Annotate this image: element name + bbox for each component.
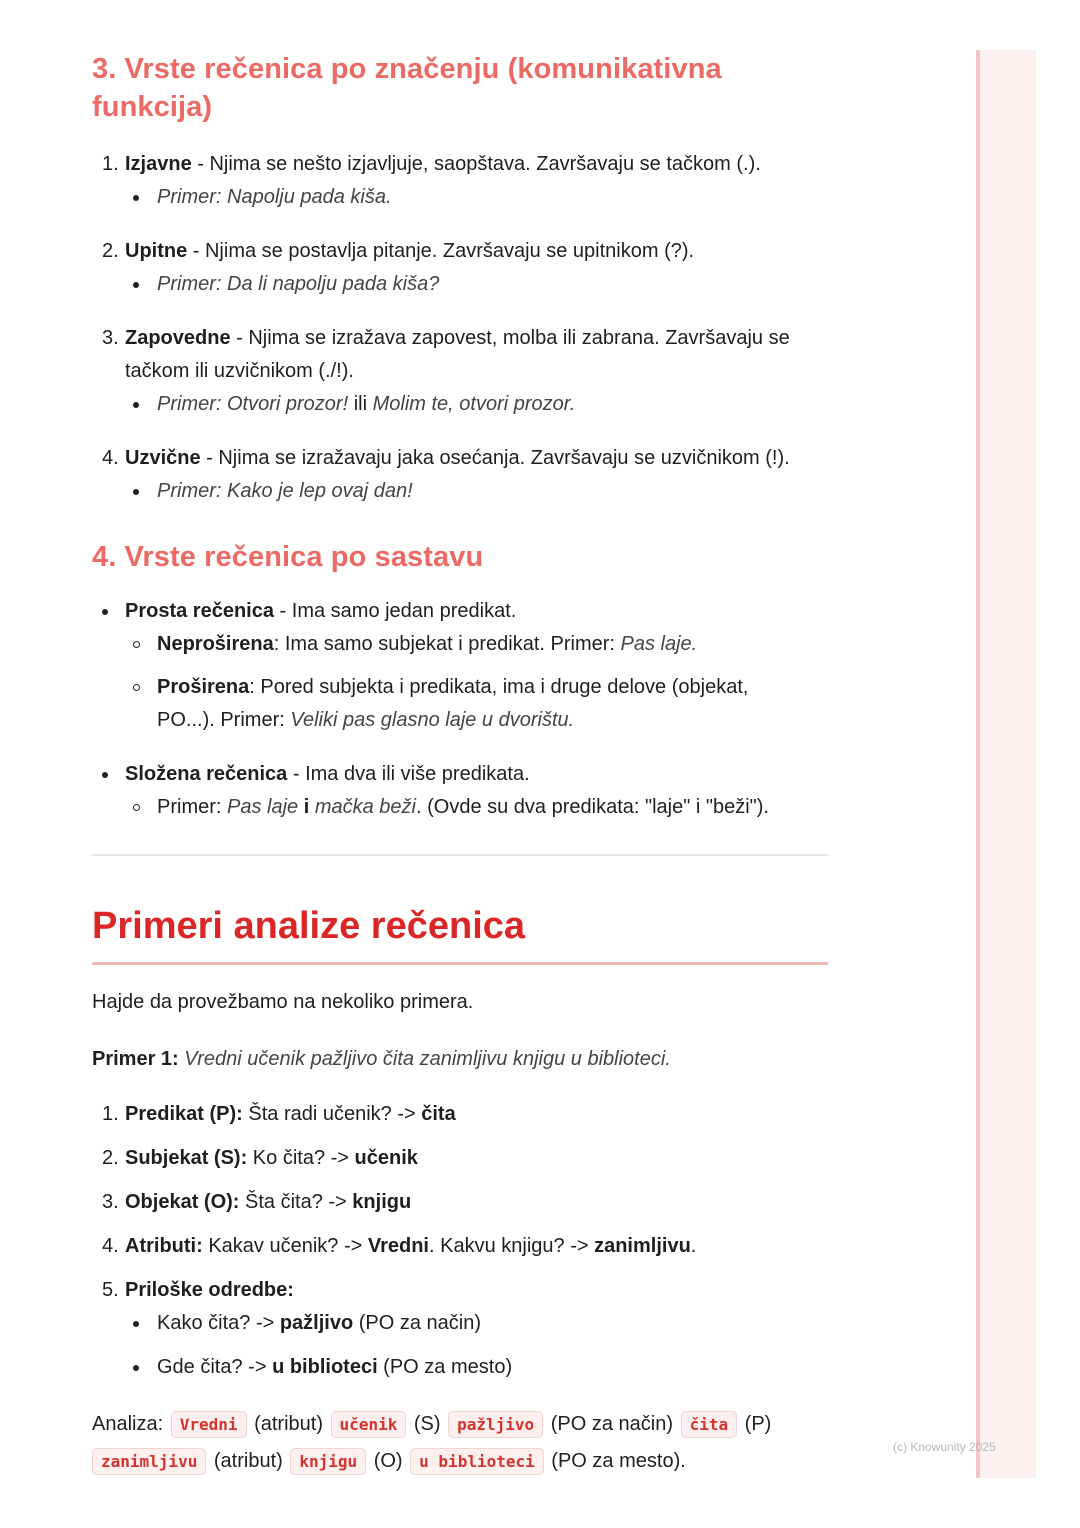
- explanation: . (Ovde su dva predikata: "laje" i "beži").: [415, 796, 769, 818]
- punctuation: .: [690, 1235, 697, 1257]
- description: - Njima se izražavaju jaka osećanja. Završavaju se uzvičnikom (!).: [200, 447, 790, 469]
- example-label: Primer:: [157, 796, 227, 818]
- example-label: Primer:: [157, 273, 227, 295]
- code-token: učenik: [331, 1411, 407, 1438]
- sub-item-prosirena: [92, 671, 828, 737]
- example-zapovedne: [92, 388, 828, 421]
- token-role: (S): [408, 1413, 447, 1435]
- example-text: Pas laje: [227, 796, 299, 818]
- analysis-item-atributi: [92, 1230, 828, 1263]
- description-cont: tačkom ili uzvičnikom (./!).: [125, 360, 354, 382]
- list-item-uzvicne: [92, 442, 828, 475]
- example-izjavne: [92, 181, 828, 214]
- description: - Njima se izražava zapovest, molba ili zabrana. Završavaju se: [230, 327, 790, 349]
- example-text-2: mačka beži: [314, 796, 416, 818]
- code-token: čita: [681, 1411, 738, 1438]
- note: (PO za način): [353, 1312, 482, 1334]
- analysis-item-subjekat: [92, 1142, 828, 1175]
- example-text: Da li napolju pada kiša?: [227, 273, 440, 295]
- list-number: 2.: [102, 240, 119, 262]
- label: Predikat (P):: [125, 1103, 243, 1125]
- list-number: 4.: [102, 447, 119, 469]
- question: Šta čita? ->: [239, 1191, 353, 1213]
- code-token: pažljivo: [448, 1411, 543, 1438]
- section-3-title-line1: 3. Vrste rečenica po značenju (komunikativna: [92, 53, 722, 85]
- answer-2: zanimljivu: [594, 1235, 691, 1257]
- example-label: Primer:: [157, 186, 227, 208]
- sub-item-neprosirena: [92, 628, 828, 661]
- list-number: 1.: [102, 1103, 119, 1125]
- term: Proširena: [157, 676, 250, 698]
- note: (PO za mesto): [377, 1356, 513, 1378]
- section-4-title: 4. Vrste rečenica po sastavu: [92, 541, 484, 573]
- description: - Ima samo jedan predikat.: [273, 600, 517, 622]
- analiza-label: Analiza:: [92, 1413, 169, 1435]
- answer: učenik: [354, 1147, 418, 1169]
- list-number: 3.: [102, 1191, 119, 1213]
- answer: čita: [421, 1103, 456, 1125]
- answer: Vredni: [367, 1235, 429, 1257]
- label: Atributi:: [125, 1235, 203, 1257]
- term: Zapovedne: [125, 327, 231, 349]
- description-cont: PO...). Primer:: [157, 709, 291, 731]
- token-role: (PO za način): [545, 1413, 679, 1435]
- answer: knjigu: [352, 1191, 412, 1213]
- token-role: (atribut): [248, 1413, 329, 1435]
- description: : Ima samo subjekat i predikat. Primer:: [273, 633, 621, 655]
- code-token: knjigu: [290, 1448, 366, 1475]
- token-role: (O): [368, 1450, 409, 1472]
- po-item-nacin: [92, 1307, 828, 1340]
- list-number: 2.: [102, 1147, 119, 1169]
- document-content: [92, 50, 828, 1480]
- code-token: zanimljivu: [92, 1448, 206, 1475]
- intro-text: Hajde da provežbamo na nekoliko primera.: [92, 991, 474, 1013]
- example-text: Pas laje.: [620, 633, 698, 655]
- primeri-title: Primeri analize rečenica: [92, 905, 526, 947]
- answer: u biblioteci: [272, 1356, 378, 1378]
- example-uzvicne: [92, 475, 828, 508]
- term: Složena rečenica: [125, 763, 288, 785]
- section-3-title: [92, 50, 828, 126]
- term: Izjavne: [125, 153, 192, 175]
- example-text: Otvori prozor!: [227, 393, 349, 415]
- example-text: Napolju pada kiša.: [227, 186, 392, 208]
- example-text: Kako je lep ovaj dan!: [227, 480, 413, 502]
- list-number: 1.: [102, 153, 119, 175]
- primer-label: Primer 1:: [92, 1048, 179, 1070]
- list-number: 5.: [102, 1279, 119, 1301]
- answer: pažljivo: [279, 1312, 354, 1334]
- token-role: (P): [739, 1413, 772, 1435]
- example-joiner: ili: [348, 393, 373, 415]
- question: Gde čita? ->: [157, 1356, 273, 1378]
- term: Upitne: [125, 240, 188, 262]
- conjunction: i: [298, 796, 315, 818]
- code-token: Vredni: [171, 1411, 247, 1438]
- analysis-item-predikat: [92, 1098, 828, 1131]
- list-number: 4.: [102, 1235, 119, 1257]
- token-role: (PO za mesto).: [545, 1450, 686, 1472]
- list-item-zapovedne: [92, 322, 828, 388]
- analysis-item-objekat: [92, 1186, 828, 1219]
- list-number: 3.: [102, 327, 119, 349]
- primer-1: [92, 1043, 828, 1076]
- description: - Njima se nešto izjavljuje, saopštava. Završavaju se tačkom (.).: [191, 153, 761, 175]
- term: Uzvične: [125, 447, 201, 469]
- list-item-upitne: [92, 235, 828, 268]
- primer-sentence: Vredni učenik pažljivo čita zanimljivu knjigu u biblioteci.: [178, 1048, 671, 1070]
- list-item-slozena: [92, 758, 828, 791]
- label: Subjekat (S):: [125, 1147, 248, 1169]
- po-item-mesto: [92, 1351, 828, 1384]
- analysis-item-priloske: [92, 1274, 828, 1307]
- watermark: (c) Knowunity 2025: [893, 1440, 996, 1454]
- label: Priloške odredbe:: [125, 1279, 294, 1301]
- term: Neproširena: [157, 633, 274, 655]
- description: - Ima dva ili više predikata.: [287, 763, 530, 785]
- example-label: Primer:: [157, 393, 227, 415]
- example-text: Veliki pas glasno laje u dvorištu.: [290, 709, 575, 731]
- sub-item-slozena-primer: [92, 791, 828, 824]
- list-item-prosta: [92, 595, 828, 628]
- question: Kako čita? ->: [157, 1312, 280, 1334]
- term: Prosta rečenica: [125, 600, 274, 622]
- question: Ko čita? ->: [247, 1147, 355, 1169]
- token-role: (atribut): [208, 1450, 289, 1472]
- side-margin-band: [976, 50, 1036, 1478]
- analiza-line: [92, 1406, 828, 1480]
- example-text-2: Molim te, otvori prozor.: [372, 393, 576, 415]
- section-3-title-line2: funkcija): [92, 91, 213, 123]
- question: Šta radi učenik? ->: [242, 1103, 422, 1125]
- list-item-izjavne: [92, 148, 828, 181]
- description: : Pored subjekta i predikata, ima i druge delove (objekat,: [249, 676, 749, 698]
- question-2: . Kakvu knjigu? ->: [429, 1235, 595, 1257]
- label: Objekat (O):: [125, 1191, 240, 1213]
- description: - Njima se postavlja pitanje. Završavaju se upitnikom (?).: [187, 240, 695, 262]
- example-label: Primer:: [157, 480, 227, 502]
- question: Kakav učenik? ->: [202, 1235, 368, 1257]
- example-upitne: [92, 268, 828, 301]
- code-token: u biblioteci: [410, 1448, 544, 1475]
